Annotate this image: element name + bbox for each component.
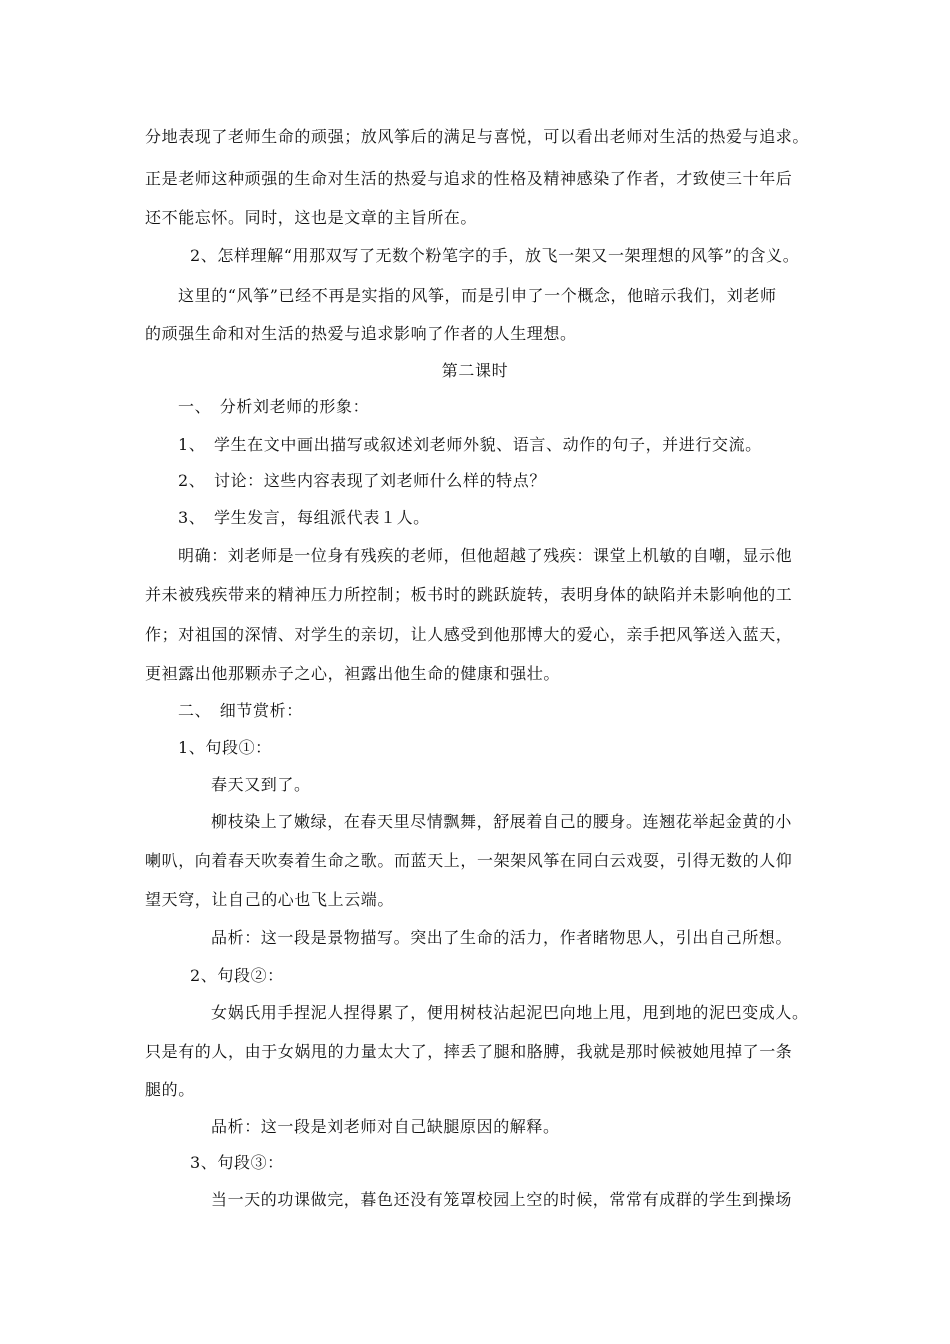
excerpt-1-line-4: 望天穹，让自己的心也飞上云端。	[145, 890, 395, 909]
excerpt-2-line-3: 腿的。	[145, 1080, 195, 1099]
excerpt-2-line-1: 女娲氏用手捏泥人捏得累了，便用树枝沾起泥巴向地上甩，甩到地的泥巴变成人。	[211, 1003, 809, 1022]
excerpt-3-heading: 3、句段③：	[190, 1153, 284, 1172]
analysis-2: 品析：这一段是刘老师对自己缺腿原因的解释。	[211, 1117, 560, 1136]
list-item-2: 2、 讨论：这些内容表现了刘老师什么样的特点？	[178, 471, 546, 490]
text-line-3: 还不能忘怀。同时，这也是文章的主旨所在。	[145, 208, 478, 227]
excerpt-1-heading: 1、句段①：	[178, 738, 272, 757]
excerpt-3-line-1: 当一天的功课做完，暮色还没有笼罩校园上空的时候，常常有成群的学生到操场	[211, 1190, 793, 1209]
excerpt-1-line-2: 柳枝染上了嫩绿，在春天里尽情飘舞，舒展着自己的腰身。连翘花举起金黄的小	[211, 812, 793, 831]
excerpt-2-line-2: 只是有的人，由于女娲甩的力量太大了，摔丢了腿和胳膊，我就是那时候被她甩掉了一条	[145, 1042, 793, 1061]
text-line-13: 并未被残疾带来的精神压力所控制；板书时的跳跃旋转，表明身体的缺陷并未影响他的工	[145, 585, 793, 604]
text-line-15: 更袒露出他那颗赤子之心，袒露出他生命的健康和强壮。	[145, 664, 561, 683]
part-two-heading: 二、 细节赏析：	[178, 701, 303, 720]
question-2: 2、怎样理解“用那双写了无数个粉笔字的手，放飞一架又一架理想的风筝”的含义。	[190, 246, 800, 265]
text-line-14: 作；对祖国的深情、对学生的亲切，让人感受到他那博大的爱心，亲手把风筝送入蓝天，	[145, 625, 793, 644]
excerpt-2-heading: 2、句段②：	[190, 966, 284, 985]
part-one-heading: 一、 分析刘老师的形象：	[178, 397, 370, 416]
analysis-1: 品析：这一段是景物描写。突出了生命的活力，作者睹物思人，引出自己所想。	[211, 928, 793, 947]
text-line-2: 正是老师这种顽强的生命对生活的热爱与追求的性格及精神感染了作者，才致使三十年后	[145, 169, 793, 188]
text-line-1: 分地表现了老师生命的顽强；放风筝后的满足与喜悦，可以看出老师对生活的热爱与追求。	[145, 127, 810, 146]
section-heading: 第二课时	[441, 361, 509, 380]
excerpt-1-line-3: 喇叭，向着春天吹奏着生命之歌。而蓝天上，一架架风筝在同白云戏耍，引得无数的人仰	[145, 851, 793, 870]
text-line-5: 这里的“风筝”已经不再是实指的风筝，而是引申了一个概念，他暗示我们，刘老师	[178, 286, 777, 305]
text-line-12: 明确：刘老师是一位身有残疾的老师，但他超越了残疾：课堂上机敏的自嘲，显示他	[178, 546, 793, 565]
list-item-3: 3、 学生发言，每组派代表１人。	[178, 508, 430, 527]
text-line-6: 的顽强生命和对生活的热爱与追求影响了作者的人生理想。	[145, 324, 577, 343]
list-item-1: 1、 学生在文中画出描写或叙述刘老师外貌、语言、动作的句子，并进行交流。	[178, 435, 762, 454]
excerpt-1-line-1: 春天又到了。	[211, 775, 311, 794]
